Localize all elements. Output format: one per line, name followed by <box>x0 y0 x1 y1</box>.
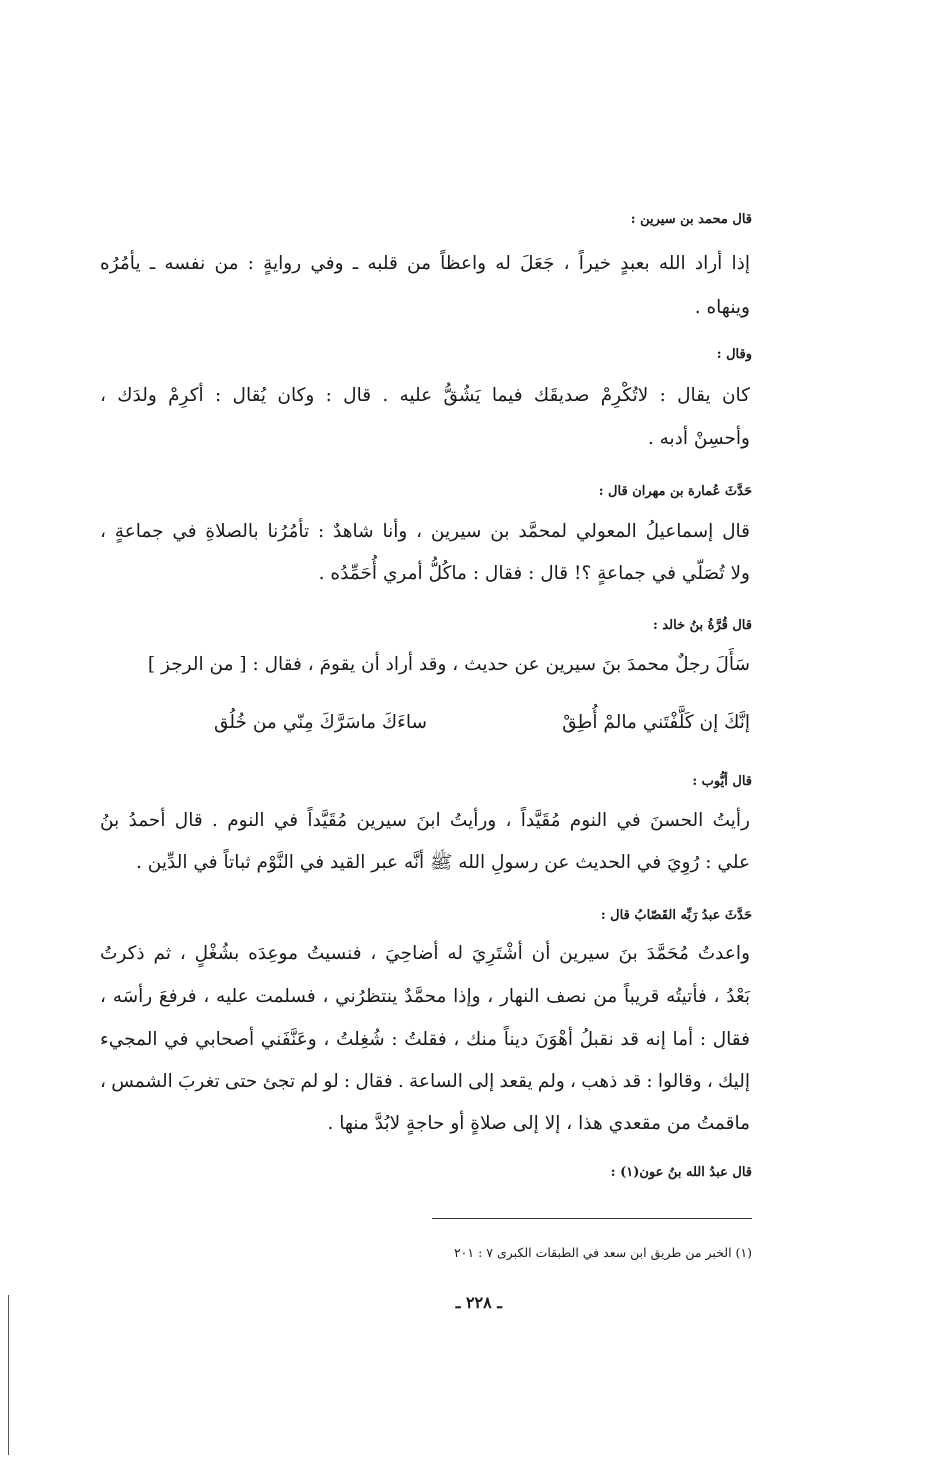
text-line: إليك ، وقالوا : قد ذهب ، ولم يقعد إلى الساعة . فقال : لو لم تجئ حتى تغربَ الشمس ، <box>100 1071 750 1092</box>
verse-second-hemistich: ساءَكَ ماسَرَّكَ مِنّي من خُلُق <box>213 712 427 733</box>
text-line: ولا تُصَلّي في جماعةٍ ؟! قال : فقال : ماكُلُّ أمري أُحَمِّدُه . <box>318 563 750 584</box>
text-line: ماقمتُ من مقعدي هذا ، إلا إلى صلاةٍ أو حاجةٍ لابُدَّ منها . <box>327 1113 750 1134</box>
text-line: إذا أراد الله بعبدٍ خيراً ، جَعَلَ له واعظاً من قلبه ـ وفي روايةٍ : من نفسه ـ يأمُرُه <box>100 253 750 274</box>
section-heading: قال محمد بن سيرين : <box>630 212 752 227</box>
footnote: (١) الخبر من طريق ابن سعد في الطبقات الكبرى ٧ : ٢٠١ <box>453 1245 752 1260</box>
section-heading: قال قُرَّةُ بنُ خالد : <box>652 618 752 633</box>
section-heading: قال عبدُ الله بنُ عون(١) : <box>610 1165 752 1180</box>
section-heading: قال أيُّوب : <box>692 774 752 789</box>
section-heading: حَدَّثَ عبدُ رَبِّه القَصّابُ قال : <box>600 908 752 923</box>
text-line: بَعْدُ ، فأتيتُه قريباً من نصف النهار ، وإذا محمَّدٌ ينتظرُني ، فسلمت عليه ، فرفعَ رأسَه ، <box>100 986 750 1007</box>
text-line: واعدتُ مُحَمَّدَ بنَ سيرين أن أشْتَرِيَ له أضاحِيَ ، فنسيتُ موعِدَه بشُغْلٍ ، ثم ذكرتُ <box>100 943 750 964</box>
text-line: علي : رُوِيَ في الحديث عن رسولِ الله ﷺ أنَّه عبر القيد في النَّوْم ثباتاً في الدِّين . <box>136 852 750 873</box>
text-line: سَأَلَ رجلٌ محمدَ بنَ سيرين عن حديث ، وقد أراد أن يقومَ ، فقال : [ من الرجز ] <box>147 654 750 675</box>
text-line: كان يقال : لاتُكْرِمْ صديقَك فيما يَشُقُّ عليه . قال : وكان يُقال : أكرِمْ ولدَك ، <box>100 385 750 406</box>
text-line: قال إسماعيلُ المعولي لمحمَّد بن سيرين ، وأنا شاهدٌ : تأمُرُنا بالصلاةِ في جماعةٍ ، <box>100 521 750 542</box>
footnote-separator <box>432 1218 752 1219</box>
verse-first-hemistich: إنَّكَ إن كَلَّفْتَني مالمْ أُطِقْ <box>562 712 750 733</box>
section-heading: حَدَّثَ عُمارة بن مهران قال : <box>598 484 752 499</box>
text-line: وينهاه . <box>694 297 750 318</box>
text-line: فقال : أما إنه قد نقبلُ أهْوَنَ ديناً منك ، فقلتُ : شُغِلتُ ، وعَنَّفَني أصحابي في المجيء <box>100 1029 750 1050</box>
section-heading: وقال : <box>716 347 752 362</box>
text-line: وأحسِنْ أدبه . <box>647 428 750 449</box>
text-line: رأيتُ الحسنَ في النوم مُقَيَّداً ، ورأيتُ ابنَ سيرين مُقَيَّداً في النوم . قال أحمدُ بنُ <box>100 810 750 831</box>
page-number: ـ ٢٢٨ ـ <box>455 1293 502 1312</box>
